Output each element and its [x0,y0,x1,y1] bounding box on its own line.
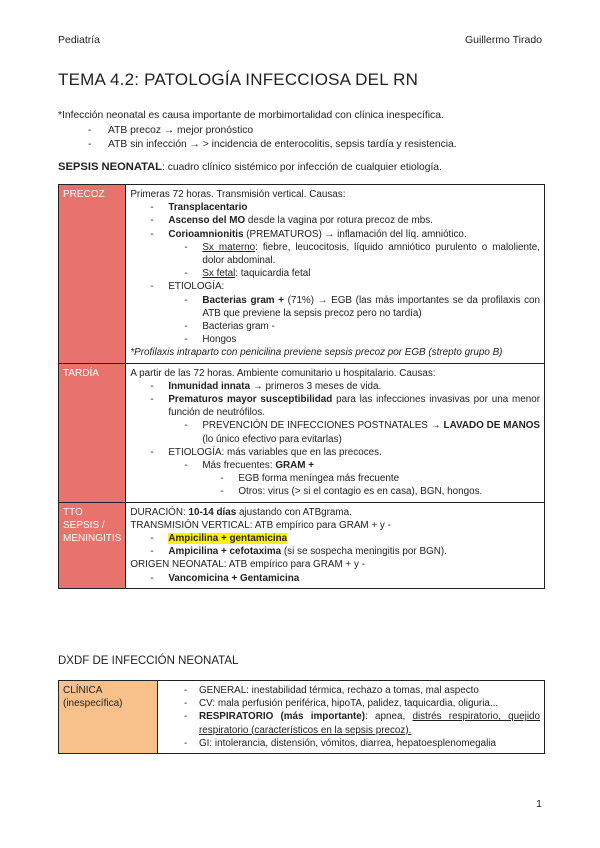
sepsis-table [58,184,545,589]
row-content-tardia: A partir de las 72 horas. Ambiente comunitario u hospitalario. Causas: - Inmunidad innata → primeros 3 meses de vida. - Prematuros mayor susceptibilidad para las infecciones invasivas por una menor función de neutrófilos. - PREVENCIÓN DE INFECCIONES POSTNATALES → LAVADO DE MANOS (lo único efectivo para evitarlas) - ETIOLOGÍA: más variables que en las precoces. - Más frecuentes: GRAM + - EGB forma meníngea más frecuente - Otros: virus (> si el contagio es en casa), BGN, hongos. [126,363,545,502]
row-label-tto: TTO SEPSIS / MENINGITIS [59,502,126,588]
table-row-clinica [59,681,545,754]
header-subject: Pediatría [58,34,101,46]
table-row-precoz [59,185,545,364]
page-title: TEMA 4.2: PATOLOGÍA INFECCIOSA DEL RN [58,70,419,89]
sepsis-def: : cuadro clínico sistémico por infección de cualquier etiología. [162,162,442,173]
dxdf-table [58,680,545,754]
row-content-clinica: - GENERAL: inestabilidad térmica, rechazo a tomas, mal aspecto - CV: mala perfusión periférica, hipoTA, palidez, taquicardia, oliguria... - RESPIRATORIO (más importante): apnea, distrés respiratorio, quejido respiratorio (característicos en la sepsis precoz). - GI: intolerancia, distensión, vómitos, diarrea, hepatoesplenomegalia [158,681,545,754]
intro-main: *Infección neonatal es causa importante de morbimortalidad con clínica inespecífica. [58,110,444,121]
page-number: 1 [536,798,542,810]
section-heading-dxdf: DXDF DE INFECCIÓN NEONATAL [58,655,239,667]
intro-bullet: - ATB sin infección → > incidencia de enterocolitis, sepsis tardía y resistencia. [58,138,548,153]
intro-bullet: - ATB precoz → mejor pronóstico [58,124,548,139]
intro-section [58,109,548,153]
row-label-clinica: CLÍNICA (inespecífica) [59,681,158,754]
sepsis-definition [58,161,442,173]
header-author: Guillermo Tirado [464,34,542,46]
row-content-tto: DURACIÓN: 10-14 días ajustando con ATBgrama. TRANSMISIÓN VERTICAL: ATB empírico para GRAM + y - - Ampicilina + gentamicina - Ampicilina + cefotaxima (si se sospecha meningitis por BGN). ORIGEN NEONATAL: ATB empírico para GRAM + y - - Vancomicina + Gentamicina [126,502,545,588]
row-content-precoz: Primeras 72 horas. Transmisión vertical. Causas: - Transplacentario - Ascenso del MO desde la vagina por rotura precoz de mbs. - Corioamnionitis (PREMATUROS) → inflamación del líq. amniótico. - Sx materno: fiebre, leucocitosis, líquido amniótico purulento o maloliente, dolor abdominal. - Sx fetal: taquicardia fetal - ETIOLOGÍA: - Bacterias gram + (71%) → EGB (las más importantes se da profilaxis con ATB que previene la sepsis precoz pero no tardía) - Bacterias gram - - Hongos *Profilaxis intraparto con penicilina previene sepsis precoz por EGB (strepto grupo B) [126,185,545,364]
row-label-tardia: TARDÍA [59,363,126,502]
table-row-tardia [59,363,545,502]
row-label-precoz: PRECOZ [59,185,126,364]
sepsis-term: SEPSIS NEONATAL [58,161,163,173]
table-row-tto [59,502,545,588]
